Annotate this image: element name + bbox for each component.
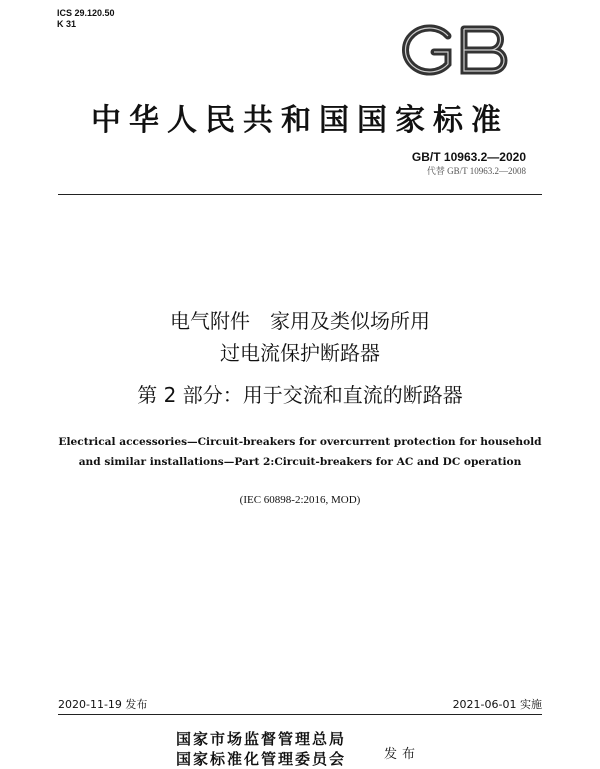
publish-date: 2020-11-19 发布 <box>58 698 148 711</box>
gb-logo <box>398 24 518 76</box>
implement-date: 2021-06-01 实施 <box>452 698 542 711</box>
cn-title-line1: 电气附件 家用及类似场所用 <box>170 309 430 333</box>
ccs-code: K 31 <box>57 19 77 29</box>
standard-number: GB/T 10963.2—2020 <box>411 150 526 164</box>
divider <box>58 714 542 715</box>
cn-title-line3: 第 2 部分：用于交流和直流的断路器 <box>137 383 463 407</box>
issue-label: 发布 <box>384 747 421 762</box>
classification-codes <box>57 8 115 30</box>
identical-standard: (IEC 60898-2:2016, MOD) <box>239 494 361 506</box>
en-title-line1: Electrical accessories—Circuit-breakers for overcurrent protection for household <box>58 436 542 448</box>
ics-code: ICS 29.120.50 <box>57 8 115 18</box>
en-title-line2: and similar installations—Part 2:Circuit-breakers for AC and DC operation <box>78 456 522 468</box>
cn-title-line2: 过电流保护断路器 <box>220 341 380 365</box>
issuer-samr: 国家市场监督管理总局 <box>176 730 347 748</box>
standard-title: 中华人民共和国国家标准 <box>91 103 509 138</box>
issuer-sac: 国家标准化管理委员会 <box>176 750 347 768</box>
replaces-note: 代替 GB/T 10963.2—2008 <box>426 166 526 176</box>
divider <box>58 194 542 195</box>
